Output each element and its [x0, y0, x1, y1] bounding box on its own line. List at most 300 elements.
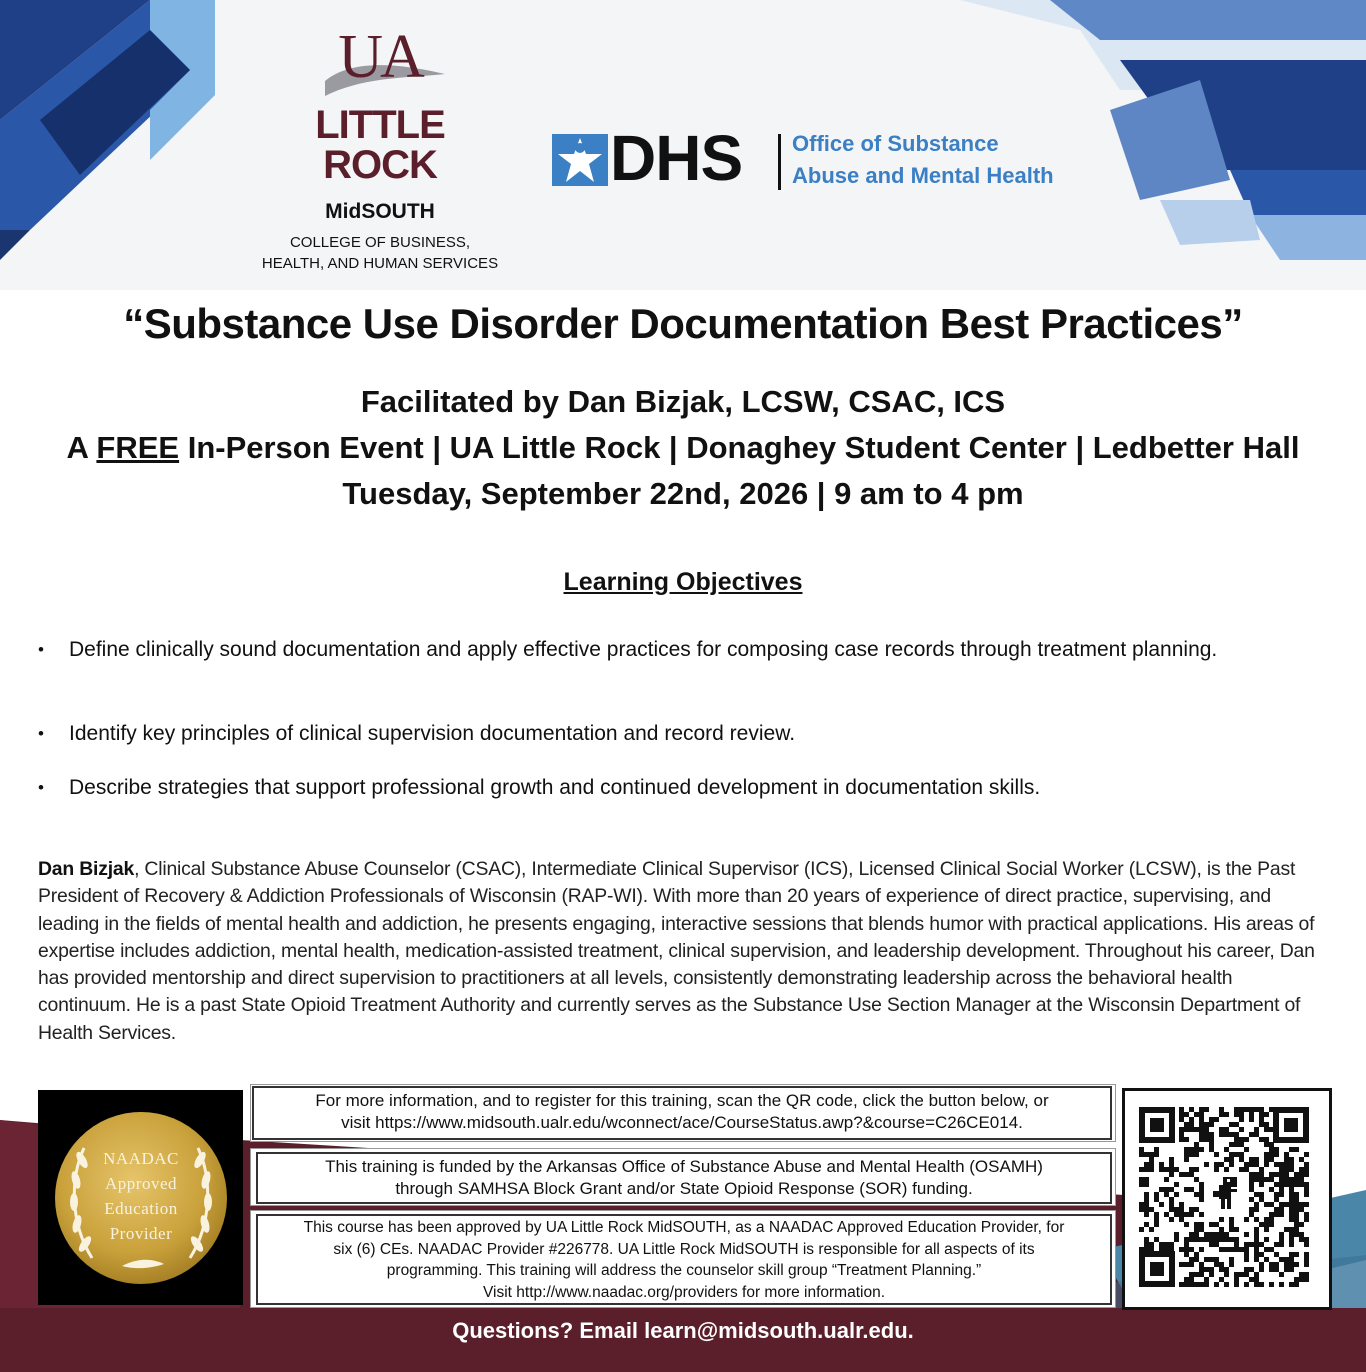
qr-module	[1179, 1132, 1184, 1137]
qr-module	[1289, 1237, 1294, 1242]
qr-module	[1219, 1247, 1224, 1252]
qr-module	[1184, 1172, 1189, 1177]
qr-module	[1149, 1242, 1154, 1247]
qr-module	[1179, 1137, 1184, 1142]
qr-module	[1199, 1112, 1204, 1117]
qr-module	[1184, 1237, 1189, 1242]
qr-module	[1179, 1172, 1184, 1177]
qr-module	[1194, 1192, 1199, 1197]
qr-module	[1279, 1192, 1284, 1197]
qr-module	[1154, 1192, 1159, 1197]
qr-module	[1179, 1112, 1184, 1117]
qr-module	[1264, 1122, 1269, 1127]
qr-module	[1269, 1202, 1274, 1207]
qr-module	[1239, 1107, 1244, 1112]
qr-module	[1259, 1262, 1264, 1267]
qr-module	[1274, 1267, 1279, 1272]
qr-module	[1259, 1117, 1264, 1122]
qr-module	[1189, 1212, 1194, 1217]
qr-module	[1249, 1197, 1254, 1202]
qr-module	[1284, 1182, 1289, 1187]
qr-module	[1219, 1127, 1224, 1132]
qr-module	[1174, 1212, 1179, 1217]
qr-module	[1229, 1132, 1234, 1137]
qr-module	[1144, 1192, 1149, 1197]
qr-module	[1174, 1232, 1179, 1237]
qr-module	[1184, 1147, 1189, 1152]
qr-module	[1279, 1177, 1284, 1182]
qr-module	[1239, 1137, 1244, 1142]
qr-module	[1239, 1272, 1244, 1277]
qr-module	[1184, 1252, 1189, 1257]
objective-item: • Define clinically sound documentation and apply effective practices for composing case records through treatment planning.	[38, 636, 1308, 692]
qr-module	[1224, 1237, 1229, 1242]
qr-module	[1169, 1162, 1174, 1167]
qr-module	[1304, 1187, 1309, 1192]
qr-module	[1239, 1247, 1244, 1252]
qr-module	[1144, 1197, 1149, 1202]
qr-module	[1199, 1147, 1204, 1152]
qr-module	[1244, 1232, 1249, 1237]
qr-module	[1149, 1207, 1154, 1212]
qr-module	[1174, 1182, 1179, 1187]
qr-module	[1269, 1142, 1274, 1147]
qr-module	[1234, 1242, 1239, 1247]
qr-module	[1149, 1152, 1154, 1157]
qr-module	[1219, 1107, 1224, 1112]
qr-module	[1299, 1202, 1304, 1207]
qr-module	[1214, 1222, 1219, 1227]
qr-module	[1269, 1212, 1274, 1217]
qr-module	[1209, 1257, 1214, 1262]
qr-module	[1274, 1192, 1279, 1197]
qr-module	[1224, 1232, 1229, 1237]
qr-module	[1244, 1167, 1249, 1172]
qr-module	[1254, 1127, 1259, 1132]
qr-module	[1219, 1217, 1224, 1222]
qr-module	[1189, 1152, 1194, 1157]
qr-module	[1264, 1152, 1269, 1157]
qr-module	[1254, 1227, 1259, 1232]
qr-module	[1249, 1112, 1254, 1117]
qr-module	[1224, 1157, 1229, 1162]
qr-module	[1284, 1152, 1289, 1157]
qr-module	[1254, 1207, 1259, 1212]
qr-module	[1214, 1257, 1219, 1262]
qr-module	[1289, 1197, 1294, 1202]
qr-module	[1214, 1242, 1219, 1247]
qr-module	[1294, 1232, 1299, 1237]
qr-module	[1289, 1217, 1294, 1222]
event-location	[0, 430, 1366, 466]
qr-module	[1169, 1242, 1174, 1247]
qr-module	[1249, 1267, 1254, 1272]
bio-text: , Clinical Substance Abuse Counselor (CSAC), Intermediate Clinical Supervisor (ICS), Licensed Clinical Social Worker (LCSW), is the Past President of Recovery & Addiction Professionals of Wisconsin (RAP-WI). With more than 20 years of experience of direct practice, supervising, and leading in the fields of mental health and addiction, he presents engaging, interactive sessions that blends humor with practical applications. His areas of expertise includes addiction, mental health, medication-assisted treatment, clinical supervision, and leadership development. Throughout his career, Dan has provided mentorship and direct supervision to practitioners at all levels, consistently demonstrating leadership across the behavioral health continuum. He is a past State Opioid Treatment Authority and currently serves as the Substance Use Section Manager at the Wisconsin Department of Health Services.	[38, 858, 1315, 1044]
ua-little-rock-logo	[230, 20, 530, 280]
qr-module	[1234, 1272, 1239, 1277]
qr-module	[1229, 1122, 1234, 1127]
qr-module	[1184, 1137, 1189, 1142]
qr-module	[1284, 1227, 1289, 1232]
ua-logo-little: LITTLE	[315, 103, 445, 147]
qr-module	[1219, 1277, 1224, 1282]
qr-module	[1254, 1282, 1259, 1287]
qr-module	[1204, 1107, 1209, 1112]
qr-module	[1194, 1147, 1199, 1152]
qr-module	[1229, 1217, 1234, 1222]
qr-module	[1199, 1122, 1204, 1127]
qr-module	[1194, 1227, 1199, 1232]
qr-module	[1299, 1177, 1304, 1182]
qr-module	[1279, 1182, 1284, 1187]
qr-module	[1169, 1217, 1174, 1222]
qr-module	[1209, 1267, 1214, 1272]
qr-module	[1189, 1117, 1194, 1122]
objectives-heading: Learning Objectives	[563, 568, 803, 596]
qr-module	[1194, 1222, 1199, 1227]
funding-line1: This training is funded by the Arkansas Office of Substance Abuse and Mental Health (OSAMH)	[325, 1157, 1043, 1176]
qr-module	[1199, 1227, 1204, 1232]
qr-module	[1249, 1162, 1254, 1167]
qr-module	[1294, 1177, 1299, 1182]
qr-module	[1249, 1212, 1254, 1217]
qr-module	[1194, 1237, 1199, 1242]
qr-module	[1164, 1187, 1169, 1192]
qr-module	[1194, 1257, 1199, 1262]
qr-module	[1234, 1227, 1239, 1232]
qr-module	[1194, 1152, 1199, 1157]
qr-module	[1139, 1247, 1144, 1252]
qr-module	[1279, 1212, 1284, 1217]
qr-module	[1249, 1242, 1254, 1247]
qr-module	[1174, 1192, 1179, 1197]
approval-line1: This course has been approved by UA Little Rock MidSOUTH, as a NAADAC Approved Education Provider, for	[303, 1219, 1065, 1236]
qr-module	[1184, 1222, 1189, 1227]
qr-module	[1274, 1242, 1279, 1247]
qr-module	[1269, 1127, 1274, 1132]
qr-module	[1269, 1152, 1274, 1157]
qr-module	[1184, 1127, 1189, 1132]
qr-module	[1184, 1157, 1189, 1162]
objectives-list	[38, 636, 1308, 802]
qr-module	[1214, 1282, 1219, 1287]
qr-module	[1284, 1167, 1289, 1172]
qr-module	[1264, 1247, 1269, 1252]
qr-module	[1179, 1262, 1184, 1267]
naadac-line3: Education	[104, 1199, 178, 1218]
qr-module	[1234, 1107, 1239, 1112]
qr-module	[1259, 1167, 1264, 1172]
qr-module	[1274, 1197, 1279, 1202]
qr-module	[1169, 1157, 1174, 1162]
qr-module	[1269, 1262, 1274, 1267]
qr-module	[1269, 1177, 1274, 1182]
qr-module	[1254, 1177, 1259, 1182]
ua-logo-college	[230, 232, 530, 274]
qr-module	[1259, 1177, 1264, 1182]
qr-module	[1219, 1237, 1224, 1242]
dhs-office-name	[792, 128, 1054, 192]
qr-module	[1289, 1202, 1294, 1207]
bio-name: Dan Bizjak	[38, 858, 135, 880]
qr-module	[1179, 1107, 1184, 1112]
qr-module	[1224, 1147, 1229, 1152]
funding-info-box	[256, 1152, 1112, 1204]
qr-module	[1204, 1132, 1209, 1137]
qr-module	[1194, 1142, 1199, 1147]
qr-module	[1144, 1222, 1149, 1227]
qr-module	[1154, 1197, 1159, 1202]
qr-module	[1204, 1232, 1209, 1237]
qr-module	[1199, 1117, 1204, 1122]
qr-module	[1259, 1222, 1264, 1227]
qr-module	[1189, 1247, 1194, 1252]
qr-module	[1274, 1207, 1279, 1212]
qr-module	[1139, 1182, 1144, 1187]
qr-module	[1169, 1167, 1174, 1172]
qr-module	[1199, 1247, 1204, 1252]
qr-module	[1279, 1187, 1284, 1192]
qr-module	[1274, 1147, 1279, 1152]
qr-module	[1264, 1157, 1269, 1162]
objective-item: • Identify key principles of clinical supervision documentation and record review.	[38, 720, 1308, 748]
facilitator-bio	[38, 856, 1328, 1047]
qr-module	[1164, 1167, 1169, 1172]
qr-module	[1209, 1232, 1214, 1237]
qr-module	[1294, 1172, 1299, 1177]
qr-module	[1249, 1277, 1254, 1282]
qr-module	[1209, 1272, 1214, 1277]
qr-module	[1289, 1162, 1294, 1167]
qr-module	[1244, 1217, 1249, 1222]
objective-item: • Describe strategies that support professional growth and continued development in documentation skills.	[38, 774, 1308, 802]
qr-module	[1239, 1157, 1244, 1162]
qr-module	[1149, 1247, 1154, 1252]
qr-module	[1304, 1277, 1309, 1282]
qr-module	[1189, 1122, 1194, 1127]
qr-module	[1169, 1187, 1174, 1192]
qr-module	[1294, 1197, 1299, 1202]
qr-module	[1304, 1252, 1309, 1257]
qr-module	[1224, 1272, 1229, 1277]
qr-module	[1179, 1202, 1184, 1207]
qr-module	[1284, 1177, 1289, 1182]
qr-module	[1249, 1117, 1254, 1122]
qr-module	[1234, 1142, 1239, 1147]
event-facilitator: Facilitated by Dan Bizjak, LCSW, CSAC, ICS	[360, 384, 1006, 419]
qr-module	[1229, 1262, 1234, 1267]
event-location-prefix: A	[66, 430, 97, 465]
qr-module	[1259, 1242, 1264, 1247]
qr-module	[1259, 1197, 1264, 1202]
header-band	[0, 0, 1366, 290]
ua-logo-mark: UA	[338, 23, 422, 91]
qr-module	[1249, 1157, 1254, 1162]
ua-logo-college-line2: HEALTH, AND HUMAN SERVICES	[261, 255, 499, 272]
qr-module	[1209, 1147, 1214, 1152]
qr-module	[1189, 1187, 1194, 1192]
qr-code[interactable]	[1122, 1088, 1332, 1310]
qr-module	[1229, 1257, 1234, 1262]
qr-module	[1289, 1177, 1294, 1182]
qr-module	[1264, 1202, 1269, 1207]
qr-module	[1194, 1112, 1199, 1117]
qr-module	[1174, 1237, 1179, 1242]
qr-module	[1284, 1257, 1289, 1262]
qr-module	[1214, 1152, 1219, 1157]
dhs-wordmark: DHS	[610, 122, 743, 194]
qr-module	[1204, 1282, 1209, 1287]
qr-module	[1214, 1167, 1219, 1172]
qr-module	[1259, 1282, 1264, 1287]
qr-module	[1159, 1187, 1164, 1192]
qr-module	[1144, 1167, 1149, 1172]
approval-info-box	[256, 1214, 1112, 1305]
qr-module	[1194, 1282, 1199, 1287]
qr-module	[1244, 1282, 1249, 1287]
register-link[interactable]: visit https://www.midsouth.ualr.edu/wconnect/ace/CourseStatus.awp?&course=C26CE014.	[341, 1113, 1023, 1132]
qr-module	[1189, 1262, 1194, 1267]
qr-module	[1169, 1207, 1174, 1212]
qr-module	[1289, 1267, 1294, 1272]
qr-module	[1264, 1112, 1269, 1117]
qr-module	[1289, 1207, 1294, 1212]
qr-module	[1304, 1167, 1309, 1172]
qr-module	[1199, 1127, 1204, 1132]
qr-module	[1179, 1127, 1184, 1132]
approval-line3: programming. This training will address the counselor skill group “Treatment Planning.”	[386, 1262, 982, 1279]
qr-module	[1244, 1242, 1249, 1247]
event-title: “Substance Use Disorder Documentation Best Practices”	[123, 300, 1243, 347]
qr-module	[1254, 1107, 1259, 1112]
event-datetime: Tuesday, September 22nd, 2026 | 9 am to 4 pm	[342, 476, 1024, 511]
qr-module	[1274, 1262, 1279, 1267]
qr-module	[1204, 1237, 1209, 1242]
qr-module	[1229, 1247, 1234, 1252]
qr-module	[1184, 1282, 1189, 1287]
qr-module	[1219, 1132, 1224, 1137]
qr-module	[1304, 1172, 1309, 1177]
approval-line2: six (6) CEs. NAADAC Provider #226778. UA Little Rock MidSOUTH is responsible for all aspects of its	[333, 1240, 1035, 1258]
qr-module	[1304, 1182, 1309, 1187]
qr-module	[1279, 1172, 1284, 1177]
qr-module	[1279, 1232, 1284, 1237]
qr-module	[1219, 1232, 1224, 1237]
qr-module	[1284, 1157, 1289, 1162]
qr-module	[1199, 1197, 1204, 1202]
qr-module	[1259, 1267, 1264, 1272]
qr-module	[1224, 1247, 1229, 1252]
qr-module	[1224, 1127, 1229, 1132]
qr-module	[1254, 1237, 1259, 1242]
qr-module	[1254, 1162, 1259, 1167]
qr-module	[1299, 1277, 1304, 1282]
qr-module	[1279, 1237, 1284, 1242]
qr-module	[1294, 1202, 1299, 1207]
qr-module	[1254, 1242, 1259, 1247]
qr-module	[1149, 1157, 1154, 1162]
qr-module	[1239, 1167, 1244, 1172]
qr-module	[1139, 1152, 1144, 1157]
qr-module	[1284, 1267, 1289, 1272]
qr-module	[1299, 1232, 1304, 1237]
approval-link[interactable]: Visit http://www.naadac.org/providers for more information.	[482, 1283, 886, 1301]
contact-email[interactable]: Questions? Email learn@midsouth.ualr.edu.	[452, 1318, 914, 1343]
event-location-free: FREE	[96, 430, 180, 465]
qr-module	[1249, 1132, 1254, 1137]
qr-module	[1229, 1222, 1234, 1227]
qr-module	[1274, 1152, 1279, 1157]
qr-module	[1259, 1137, 1264, 1142]
qr-module	[1199, 1282, 1204, 1287]
qr-module	[1264, 1237, 1269, 1242]
qr-module	[1294, 1192, 1299, 1197]
qr-module	[1179, 1282, 1184, 1287]
qr-module	[1274, 1182, 1279, 1187]
qr-module	[1229, 1142, 1234, 1147]
qr-module	[1249, 1207, 1254, 1212]
qr-module	[1194, 1207, 1199, 1212]
qr-module	[1254, 1252, 1259, 1257]
qr-module	[1184, 1277, 1189, 1282]
qr-module	[1234, 1237, 1239, 1242]
qr-module	[1204, 1162, 1209, 1167]
qr-module	[1264, 1137, 1269, 1142]
naadac-line2: Approved	[105, 1174, 177, 1193]
qr-module	[1244, 1107, 1249, 1112]
qr-module	[1294, 1282, 1299, 1287]
dhs-logo	[552, 122, 1092, 194]
qr-module	[1304, 1257, 1309, 1262]
qr-module	[1149, 1227, 1154, 1232]
qr-module	[1199, 1192, 1204, 1197]
qr-module	[1294, 1277, 1299, 1282]
qr-module	[1194, 1232, 1199, 1237]
qr-module	[1154, 1237, 1159, 1242]
qr-module	[1279, 1282, 1284, 1287]
qr-module	[1294, 1212, 1299, 1217]
qr-module	[1164, 1192, 1169, 1197]
qr-module	[1279, 1242, 1284, 1247]
qr-module	[1239, 1112, 1244, 1117]
qr-module	[1189, 1207, 1194, 1212]
qr-module	[1144, 1162, 1149, 1167]
qr-module	[1234, 1152, 1239, 1157]
qr-module	[1144, 1177, 1149, 1182]
qr-module	[1264, 1217, 1269, 1222]
qr-module	[1294, 1207, 1299, 1212]
ua-logo-rock: ROCK	[323, 143, 437, 187]
qr-module	[1279, 1202, 1284, 1207]
qr-module	[1144, 1242, 1149, 1247]
qr-module	[1274, 1252, 1279, 1257]
qr-module	[1224, 1132, 1229, 1137]
qr-module	[1144, 1182, 1149, 1187]
qr-module	[1194, 1252, 1199, 1257]
qr-module	[1174, 1167, 1179, 1172]
naadac-line1: NAADAC	[103, 1149, 179, 1168]
qr-module	[1184, 1112, 1189, 1117]
qr-module	[1294, 1262, 1299, 1267]
qr-module	[1239, 1152, 1244, 1157]
qr-module	[1219, 1162, 1224, 1167]
qr-module	[1194, 1177, 1199, 1182]
qr-module	[1154, 1152, 1159, 1157]
qr-module	[1249, 1172, 1254, 1177]
qr-module	[1304, 1192, 1309, 1197]
qr-module	[1139, 1207, 1144, 1212]
qr-module	[1199, 1267, 1204, 1272]
